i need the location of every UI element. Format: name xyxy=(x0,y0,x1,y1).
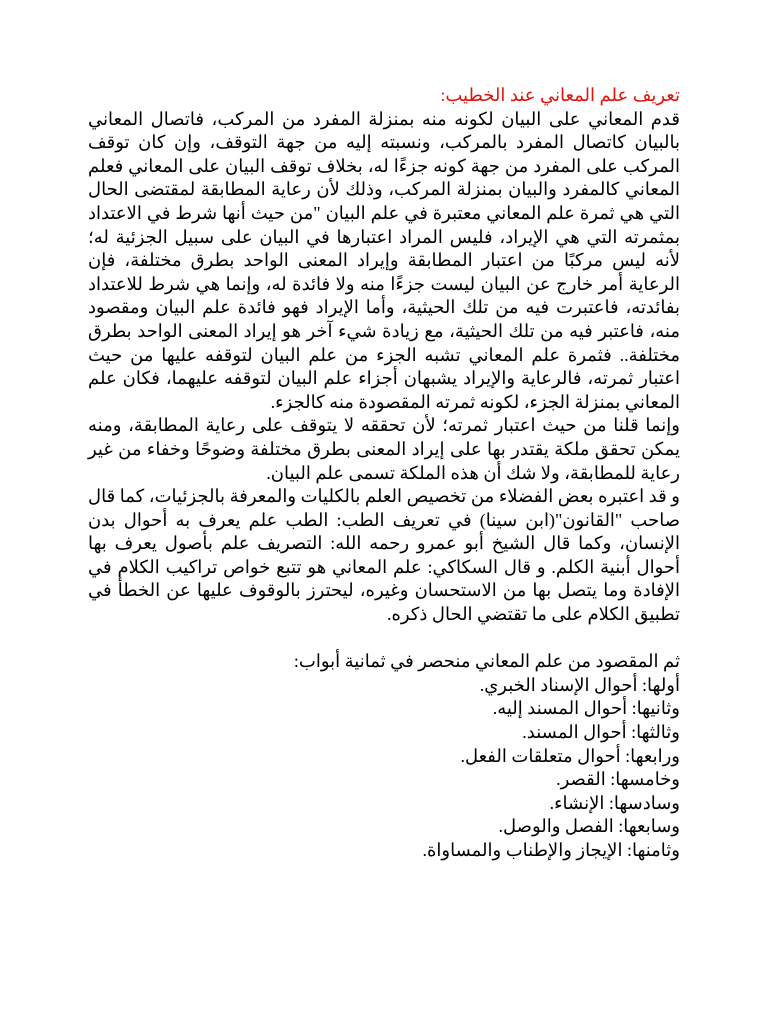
chapter-item-8: وثامنها: الإيجاز والإطناب والمساواة. xyxy=(422,840,680,860)
document-page xyxy=(88,84,680,863)
paragraph-sakkaki-definition: و قد اعتبره بعض الفضلاء من تخصيص العلم بالكليات والمعرفة بالجزئيات، كما قال صاحب "القانون"(ابن سينا) في تعريف الطب: الطب علم يعرف به أحوال بدن الإنسان، وكما قال الشيخ أبو عمرو رحمه الله: التصريف علم بأصول يعرف بها أحوال أبنية الكلم. و قال السكاكي: علم المعاني هو تتبع خواص تراكيب الكلام في الإفادة وما يتصل بها من الاستحسان وغيره، ليحترز بالوقوف عليها عن الخطأ في تطبيق الكلام على ما تقتضي الحال ذكره. xyxy=(88,486,680,625)
chapter-item-1: أولها: أحوال الإسناد الخبري. xyxy=(479,674,680,695)
chapter-item-3: وثالثها: أحوال المسند. xyxy=(522,722,680,743)
chapter-item-6: وسادسها: الإنشاء. xyxy=(549,792,680,813)
paragraph-definition: قدم المعاني على البيان لكونه منه بمنزلة المفرد من المركب، فاتصال المعاني بالبيان كاتصال المفرد بالمركب، ونسبته إليه من جهة التوقف، وإن كان توقف المركب على المفرد من جهة كونه جزءًا له، بخلاف توقف البيان على المعاني فعلم المعاني كالمفرد والبيان بمنزلة المركب، وذلك لأن رعاية المطابقة لمقتضى الحال التي هي ثمرة علم المعاني معتبرة في علم البيان "من حيث أنها شرط في الاعتداد بمثمرته التي هي الإيراد، فليس المراد اعتبارها في البيان على سبيل الجزئية له؛ لأنه ليس مركبًا من اعتبار المطابقة وإيراد المعنى الواحد بطرق مختلفة، فإن الرعاية أمر خارج عن البيان ليست جزءًا منه ولا فائدة له، وإنما هي شرط للاعتداد بفائدته، فاعتبرت فيه من تلك الحيثية، وأما الإيراد فهو فائدة علم البيان ومقصود منه، فاعتبر فيه من تلك الحيثية، مع زيادة شيء آخر هو إيراد المعنى الواحد بطرق مختلفة.. فثمرة علم المعاني تشبه الجزء من علم البيان لتوقفه عليها من حيث اعتبار ثمرته، فالرعاية والإيراد يشبهان أجزاء علم البيان لتوقفه عليهما، فكان علم المعاني بمنزلة الجزء، لكونه ثمرته المقصودة منه كالجزء. xyxy=(88,108,680,412)
chapter-item-7: وسابعها: الفصل والوصل. xyxy=(498,816,680,837)
paragraph-gap xyxy=(88,627,680,651)
chapter-item-5: وخامسها: القصر. xyxy=(556,769,680,790)
document-title: تعريف علم المعاني عند الخطيب: xyxy=(440,85,680,105)
paragraph-clarification: وإنما قلنا من حيث اعتبار ثمرته؛ لأن تحققه لا يتوقف على رعاية المطابقة، ومنه يمكن تحقق ملكة يقتدر بها على إيراد المعنى بطرق مختلفة وضوحًا وخفاء من غير رعاية للمطابقة، ولا شك أن هذه الملكة تسمى علم البيان. xyxy=(88,415,680,483)
chapters-intro: ثم المقصود من علم المعاني منحصر في ثمانية أبواب: xyxy=(293,651,680,672)
chapters-list xyxy=(88,674,680,863)
chapter-item-2: وثانيها: أحوال المسند إليه. xyxy=(492,698,680,719)
chapter-item-4: ورابعها: أحوال متعلقات الفعل. xyxy=(460,745,680,766)
